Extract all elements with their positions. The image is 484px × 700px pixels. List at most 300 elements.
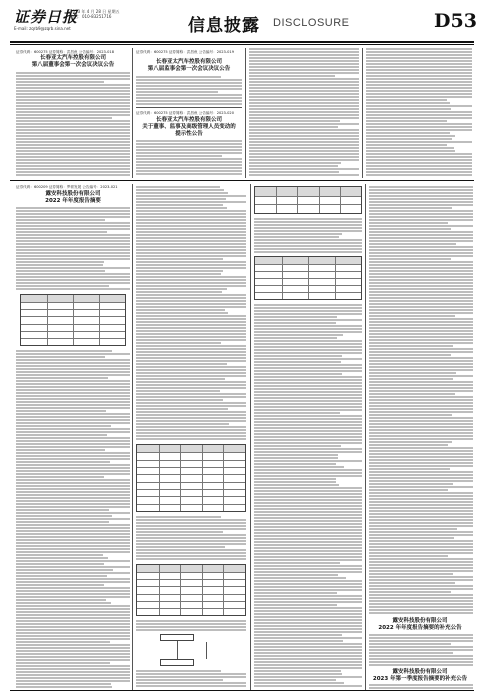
text-line [369,294,473,296]
text-line [249,102,359,104]
text-line [16,416,130,418]
text-line [136,309,225,311]
text-line [16,350,112,352]
text-line [136,324,246,326]
text-line [369,450,473,452]
text-line [369,531,473,533]
text-line [136,685,246,687]
text-line [249,57,359,59]
text-line [366,156,472,158]
text-line [136,140,242,142]
text-line [254,574,338,576]
text-line [16,386,130,388]
text-line [16,581,130,583]
text-line [16,509,109,511]
text-line [249,63,359,65]
text-line [369,204,473,206]
text-line [254,493,362,495]
text-line [254,643,362,645]
text-line [249,162,341,164]
text-line [369,594,473,596]
text-line [16,231,107,233]
text-line [136,88,242,90]
text-line [369,285,473,287]
text-line [16,614,130,616]
text-line [136,198,226,200]
text-line [369,378,453,380]
text-line [136,525,246,527]
text-line [369,381,473,383]
text-line [136,228,246,230]
text-line [136,420,246,422]
text-line [16,620,130,622]
text-line [369,561,473,563]
text-line [16,611,130,613]
text-line [254,376,362,378]
text-line [369,456,473,458]
text-line [16,446,130,448]
text-line [16,105,130,107]
text-line [366,51,472,53]
text-line [254,251,362,253]
text-line [369,213,473,215]
masthead [0,0,484,46]
text-line [369,513,473,515]
text-line [16,219,105,221]
text-line [136,155,222,157]
column-divider [245,48,246,178]
text-line [16,419,130,421]
text-line [16,566,130,568]
text-line [369,267,473,269]
text-line [254,649,362,651]
text-line [369,537,454,539]
text-line [16,276,130,278]
text-line [136,312,228,314]
text-line [136,540,246,542]
text-line [369,312,473,314]
headline-line: 2022 年年度报告摘要 [45,198,101,204]
text-line [16,575,107,577]
text-line [16,252,130,254]
text-line [254,445,341,447]
text-line [254,565,362,567]
text-line [136,267,246,269]
text-line [369,687,473,689]
text-line [369,186,473,188]
text-line [369,207,452,209]
text-line [136,384,246,386]
text-line [249,60,359,62]
text-line [366,168,472,170]
text-line [249,120,340,122]
text-line [136,405,246,407]
text-line [136,408,228,410]
text-line [16,617,130,619]
text-line [16,644,130,646]
column-divider [250,184,251,690]
text-line [16,500,130,502]
text-line [254,556,362,558]
text-line [369,255,473,257]
text-line [369,661,473,663]
text-line [16,377,108,379]
text-line [254,307,362,309]
text-line [369,432,473,434]
text-line [136,225,246,227]
text-line [254,233,342,235]
text-line [136,79,242,81]
text-line [136,537,246,539]
text-line [369,507,473,509]
text-line [249,51,359,53]
text-line [369,525,473,527]
text-line [136,342,221,344]
text-line [16,129,130,131]
text-line [369,591,451,593]
text-line [249,123,359,125]
text-line [136,330,246,332]
column-divider [365,184,366,690]
text-line [16,87,130,89]
text-line [249,156,359,158]
text-line [136,85,242,87]
text-line [16,554,103,556]
text-line [16,623,130,625]
text-line [16,288,130,290]
text-line [366,111,472,113]
text-line [16,452,130,454]
text-line [369,333,473,335]
text-line [254,310,362,312]
text-line [16,578,130,580]
text-line [254,613,362,615]
text-line [369,303,473,305]
text-line [16,422,130,424]
text-line [16,560,130,562]
text-line [254,245,362,247]
text-line [254,397,362,399]
text-line [254,487,362,489]
text-line [16,434,107,436]
text-line [16,533,130,535]
text-line [16,431,130,433]
text-line [254,532,362,534]
text-line [369,405,473,407]
text-line [369,555,448,557]
text-line [369,282,473,284]
text-line [249,72,359,74]
text-line [16,443,130,445]
text-line [369,327,473,329]
text-line [254,313,362,315]
text-line [136,261,246,263]
text-line [254,466,344,468]
text-line [369,540,473,542]
text-line [254,538,362,540]
text-line [254,346,362,348]
text-line [369,522,473,524]
text-line [254,517,362,519]
text-line [249,132,359,134]
text-line [369,423,473,425]
headline-line: 提示性公告 [175,131,203,137]
text-line [136,246,246,248]
text-line [136,519,246,521]
headline-line: 关于董事、监事及高级管理人员变动的 [142,124,236,130]
text-line [366,153,472,155]
text-line [369,231,473,233]
text-line [136,360,246,362]
text-line [136,276,246,278]
text-line [136,270,223,272]
text-line [254,373,342,375]
text-line [254,316,337,318]
text-line [16,656,130,658]
text-line [16,389,130,391]
text-line [254,248,362,250]
text-line [254,364,362,366]
text-line [136,186,220,188]
text-line [136,219,246,221]
text-line [369,426,473,428]
data-table [254,256,362,300]
text-line [369,600,473,602]
section-title: 信息披露 [188,16,260,36]
text-line [136,161,242,163]
text-line [136,528,246,530]
text-line [136,555,246,557]
text-line [366,165,472,167]
text-line [369,435,473,437]
text-line [369,588,473,590]
text-line [16,512,130,514]
table-header-row [255,187,361,196]
text-line [16,123,130,125]
text-line [254,508,362,510]
text-line [369,201,473,203]
text-line [16,440,130,442]
text-line [369,480,473,482]
text-line [366,57,472,59]
text-line [249,96,359,98]
text-line [254,352,362,354]
text-line [16,147,130,149]
text-line [369,234,473,236]
text-line [16,240,130,242]
text-line [369,270,473,272]
text-line [16,126,130,128]
text-line [369,516,473,518]
section-title-en: DISCLOSURE [273,17,350,29]
text-line [369,471,473,473]
text-line [16,380,130,382]
text-line [254,433,362,435]
headline-line: 2023 年第一季度报告摘要的补充公告 [372,676,468,682]
text-line [254,547,362,549]
text-line [136,234,246,236]
text-line [16,404,130,406]
text-line [16,632,130,634]
text-line [16,482,130,484]
text-line [136,170,242,172]
text-line [136,167,242,169]
text-line [249,174,359,176]
text-line [254,601,362,603]
text-line [369,510,473,512]
text-line [16,135,130,137]
text-line [254,382,362,384]
text-line [369,411,473,413]
text-line [369,297,473,299]
text-line [16,264,103,266]
announcement-headline [136,117,242,138]
text-line [16,449,105,451]
text-line [16,497,130,499]
text-line [254,676,362,678]
text-line [369,195,473,197]
text-line [369,489,448,491]
text-line [249,144,359,146]
text-line [16,680,130,682]
text-line [249,153,359,155]
text-line [249,75,335,77]
text-line [254,607,362,609]
text-line [254,415,362,417]
text-line [16,479,130,481]
text-line [16,96,130,98]
diagram-connector [206,642,207,659]
text-line [16,530,130,532]
text-line [16,407,130,409]
text-line [136,306,246,308]
text-line [136,82,242,84]
text-line [254,337,337,339]
text-line [369,306,473,308]
text-line [16,273,130,275]
text-line [366,135,455,137]
text-line [136,158,242,160]
text-line [369,372,456,374]
text-line [16,662,110,664]
text-line [16,485,130,487]
text-line [369,477,473,479]
text-line [369,570,473,572]
text-line [254,304,362,306]
text-line [16,686,112,688]
text-line [369,597,473,599]
text-line [366,123,472,125]
text-line [254,361,341,363]
text-line [136,438,246,440]
text-line [16,677,130,679]
text-line [369,546,473,548]
text-line [366,84,472,86]
text-line [16,168,130,170]
text-line [369,603,473,605]
text-line [369,552,473,554]
text-line [369,474,473,476]
text-line [16,159,130,161]
text-line [369,637,473,639]
text-line [369,468,450,470]
text-line [366,144,447,146]
text-line [16,413,130,415]
text-line [366,174,472,176]
text-line [136,366,246,368]
text-line [254,236,339,238]
text-line [369,357,473,359]
text-line [136,243,246,245]
text-line [369,396,473,398]
text-line [16,671,130,673]
text-line [136,318,246,320]
text-line [136,97,242,99]
text-line [366,138,452,140]
text-line [136,249,246,251]
text-line [16,132,130,134]
text-line [254,328,362,330]
text-line [254,604,337,606]
text-line [254,583,362,585]
text-line [136,231,246,233]
text-line [369,420,473,422]
masthead-email: E-mail: zqrb9@zqrb.sina.net [14,26,71,31]
text-line [136,629,246,631]
text-line [136,213,246,215]
text-line [254,511,362,513]
masthead-date: 2023 年 4 月 28 日 星期五 [70,9,120,14]
text-line [254,535,362,537]
text-line [136,146,242,148]
text-line [369,324,473,326]
text-line [254,412,340,414]
text-line [254,631,362,633]
text-line [16,255,130,257]
text-line [16,216,130,218]
text-line [254,661,362,663]
text-line [369,564,473,566]
text-line [366,129,472,131]
text-line [366,90,472,92]
text-line [254,526,362,528]
text-line [249,165,338,167]
text-line [16,261,104,263]
headline-line: 露安科技股份有限公司 [45,191,101,197]
text-line [369,664,473,666]
text-line [366,147,454,149]
text-line [254,358,362,360]
text-line [136,192,228,194]
text-line [254,523,362,525]
text-line [254,580,362,582]
text-line [16,249,130,251]
text-line [254,685,362,687]
text-line [16,78,130,80]
text-line [366,75,472,77]
annual-report-headline [16,191,130,205]
text-line [369,342,473,344]
text-line [16,144,130,146]
text-line [136,417,246,419]
text-line [249,159,359,161]
text-line [369,273,473,275]
text-line [16,599,106,601]
text-line [254,682,344,684]
text-line [136,149,242,151]
text-line [136,204,223,206]
text-line [369,321,473,323]
